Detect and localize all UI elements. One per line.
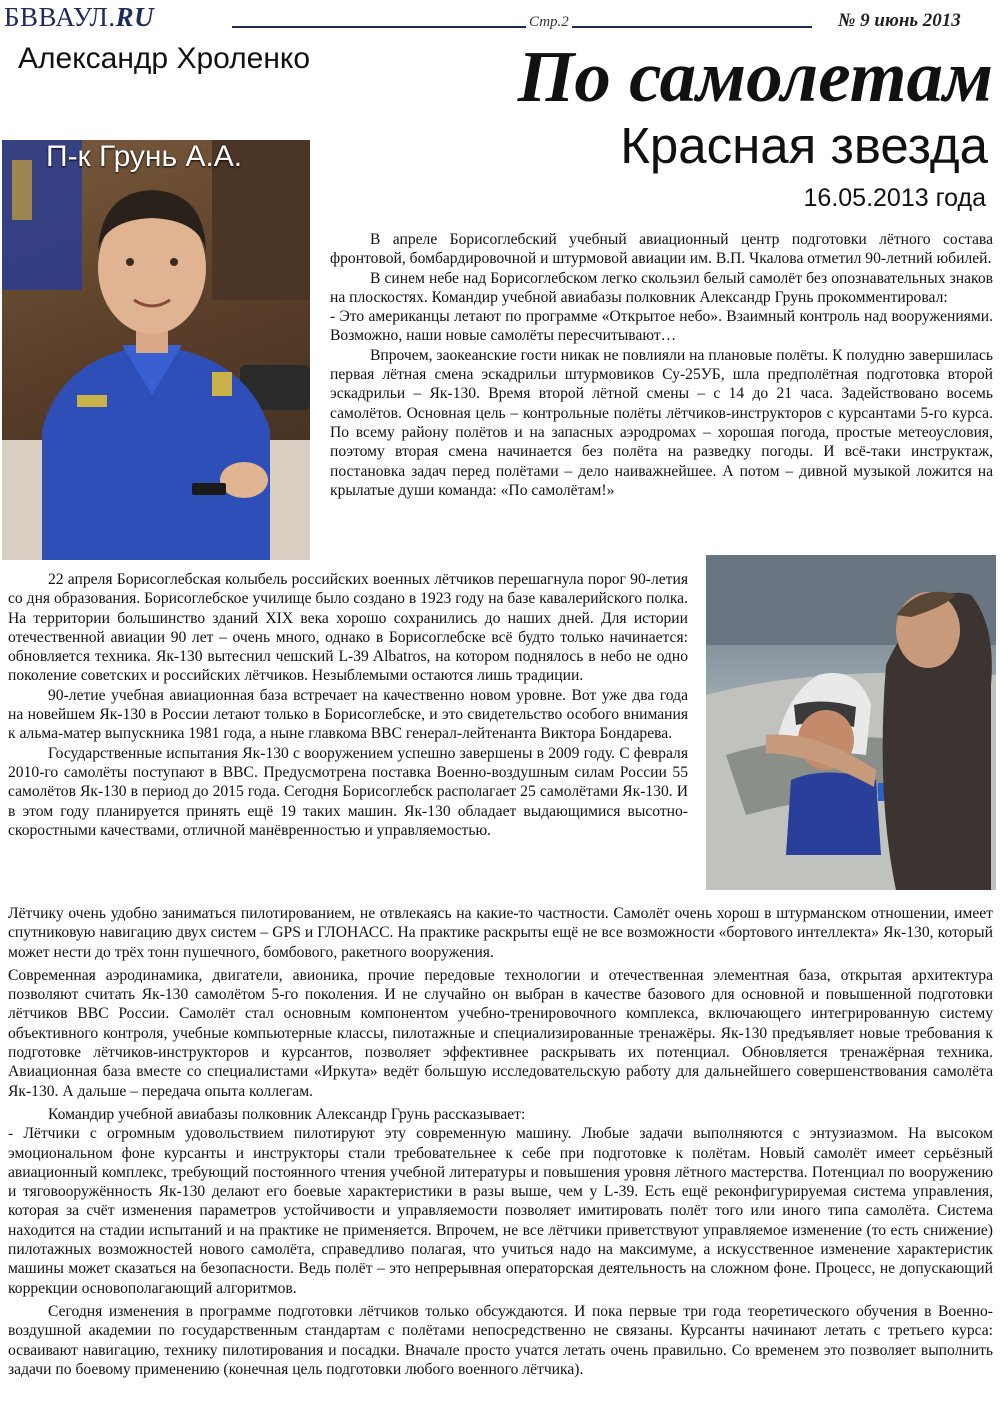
- article-source: Красная звезда: [620, 117, 988, 174]
- paragraph: Командир учебной авиабазы полковник Александр Грунь рассказывает:: [48, 1105, 526, 1123]
- logo-suffix: RU: [115, 2, 155, 32]
- paragraph: В апреле Борисоглебский учебный авиационный центр подготовки лётного состава фронтовой, бомбардировочной и штурмовой авиации им. В.П. Чкалова отметил 90-летний юбилей.: [330, 231, 993, 268]
- paragraph: 90-летие учебная авиационная база встречает на качественно новом уровне. Вот уже два года на новейшем Як-130 в России летают только в Борисоглебске, и это свидетельство особого внимания к альма-матер выпускника 1981 года, а ныне главкома ВВС генерал-лейтенанта Виктора Бондарева.: [8, 686, 688, 743]
- article-text-bottom: [8, 904, 993, 1379]
- paragraph: Государственные испытания Як-130 с вооружением успешно завершены в 2009 году. С февраля 2010-го самолёты поступают в ВВС. Предусмотрена поставка Военно-воздушным силам России 55 самолётов Як-130 в период до 2015 года. Сегодня Борисоглебск располагает 25 самолётами Як-130. И в этом году планируется принять ещё 19 таких машин. Як-130 обладает выдающимися высотно-скоростными качествами, отличной манёвренностью и управляемостью.: [8, 744, 688, 839]
- paragraph: - Лётчики с огромным удовольствием пилотируют эту современную машину. Любые задачи выполняются с энтузиазмом. На высоком эмоциональном фоне курсанты и инструкторы стали требовательнее к себе при подготовке к полётам. Новый самолёт имеет серьёзный авиационный комплекс, требующий постоянного чтения учебной литературы и повышения уровня лётного мастерства. Потенциал по вооружению и тяговооружённость Як-130 делают его боевые характеристики в разы выше, чем у L-39. Есть ещё реконфигурируемая система управления, которая за счёт изменения параметров устойчивости и управляемости позволяет имитировать полёт того или иного типа самолёта. Система находится на стадии испытаний и на практике не применяется. Впрочем, не все лётчики приветствуют управляемое изменение (то есть снижение) пилотажных возможностей нового самолёта, справедливо полагая, что учиться надо на максимуме, а искусственное изменение характеристик машины может сказаться на безопасности. Ведь полёт – это непрерывная операторская деятельность на сложном фоне. Процесс, не допускающий коррекции основополагающий алгоритмов.: [8, 1125, 993, 1297]
- paragraph: 22 апреля Борисоглебская колыбель российских военных лётчиков перешагнула порог 90-летия со дня образования. Борисоглебское училище было создано в 1923 году на базе кавалерийского полка. На территории большинство зданий XIX века хорошо сохранились до наших дней. Для истории отечественной авиации 90 лет – очень много, однако в Борисоглебске всё будто только начинается: обновляется техника. Як-130 вытеснил чешский L-39 Albatros, на котором поднялось в небо не одно поколение советских и российских лётчиков. Незыблемыми остаются лишь традиции.: [8, 571, 688, 685]
- article-text-middle: [8, 570, 688, 840]
- portrait-caption: П-к Грунь А.А.: [46, 140, 243, 173]
- paragraph: Впрочем, заокеанские гости никак не повлияли на плановые полёты. К полудню завершилась первая лётная смена эскадрильи штурмовиков Су-25УБ, шла предполётная подготовка второй эскадрильи – Як-130. Время второй лётной смены – с 14 до 21 часа. Задействовано восемь самолётов. Основная цель – контрольные полёты лётчиков-инструкторов с курсантами 5-го курса. По всему району полётов и на запасных аэродромах – хорошая погода, простые метеоусловия, поэтому вторая смена начинается без полёта на разведку погоды. И всё-таки инструктаж, постановка задач перед полётами – дело наиважнейшее. А потом – дивной музыкой ложится на крылатые души команда: «По самолётам!»: [330, 346, 993, 499]
- article-title: По самолетам: [517, 36, 993, 117]
- article-author: Александр Хроленко: [18, 42, 311, 75]
- logo-text: БВВАУЛ.: [4, 2, 116, 32]
- paragraph: Сегодня изменения в программе подготовки лётчиков только обсуждаются. И пока первые три года теоретического обучения в Военно-воздушной академии по государственным стандартам с полётами непосредственно не связаны. Курсанты начинают летать с третьего курса: осваивают навигацию, технику пилотирования и посадки. Вначале просто учатся летать очень правильно. Со временем это позволяет выполнить задачи по боевому применению (конечная цель подготовки любого военного лётчика).: [8, 1302, 993, 1378]
- article-date: 16.05.2013 года: [803, 184, 986, 212]
- paragraph: В синем небе над Борисоглебском легко скользил белый самолёт без опознавательных знаков на плоскостях. Командир учебной авиабазы полковник Александр Грунь прокомментировал:: [330, 269, 993, 306]
- cockpit-illustration: [706, 555, 996, 890]
- site-logo: [4, 2, 154, 33]
- paragraph: Лётчику очень удобно заниматься пилотированием, не отвлекаясь на какие-то частности. Самолёт очень хорош в штурманском отношении, имеет спутниковую навигацию двух систем – GPS и ГЛОНАСС. На практике раскрыты ещё не все возможности «бортового интеллекта» Як-130, который может нести до трёх тонн пушечного, бомбового, ракетного вооружения.: [8, 905, 993, 961]
- paragraph: - Это американцы летают по программе «Открытое небо». Взаимный контроль над вооружениями. Возможно, наши новые самолёты пересчитывают…: [330, 308, 993, 345]
- article-text-top: [330, 230, 993, 500]
- cockpit-photo: [706, 555, 996, 890]
- commander-portrait-photo: [2, 140, 310, 560]
- portrait-illustration: [2, 140, 310, 560]
- paragraph: Современная аэродинамика, двигатели, авионика, прочие передовые технологии и отечественная элементная база, открытая архитектура позволяют считать Як-130 самолётом 5-го поколения. И не случайно он выбран в качестве базового для основной и повышенной подготовки лётчиков ВВС России. Самолёт стал основным компонентом учебно-тренировочного комплекса, включающего интегрированную систему объективного контроля, учебные компьютерные классы, пилотажные и специализированные тренажёры. Як-130 предъявляет новые требования к подготовке лётчиков-инструкторов и курсантов, позволяет эффективнее раскрывать их потенциал. Обновляется тренажёрная техника. Авиационная база вместе со специалистами «Иркута» ведёт большую исследовательскую работу для дальнейшего совершенствования самолёта Як-130. А дальше – передача опыта коллегам.: [8, 966, 993, 1100]
- issue-label: № 9 июнь 2013: [838, 10, 961, 31]
- masthead-rule: [232, 26, 812, 28]
- page-number: Стр.2: [526, 14, 572, 31]
